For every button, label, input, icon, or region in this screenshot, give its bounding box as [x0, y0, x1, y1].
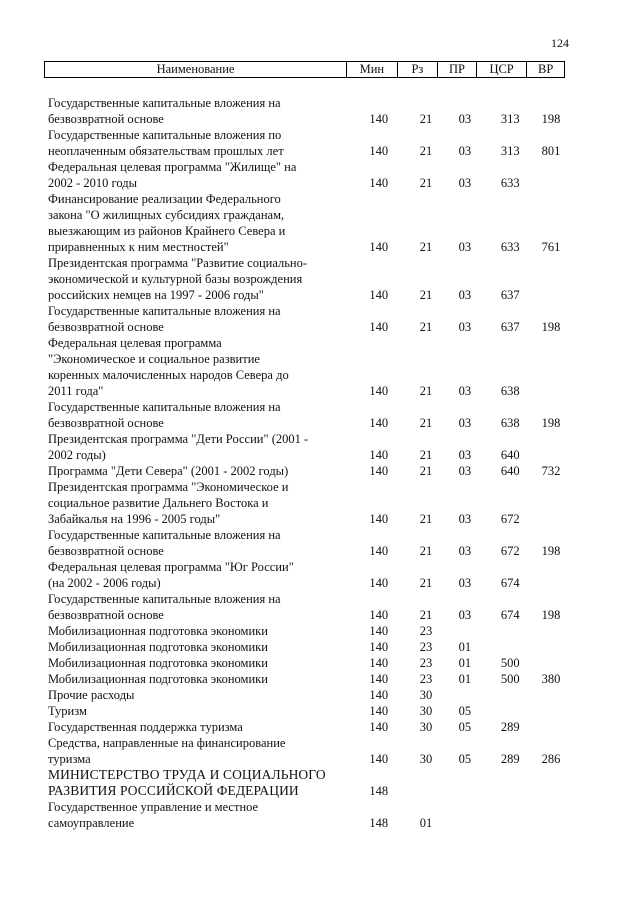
table-row: [48, 95, 568, 127]
row-rz: 21: [419, 512, 433, 526]
row-name: Федеральная целевая программа "Жилище" на 2002 - 2010 годы: [48, 160, 297, 190]
row-pr: 03: [458, 416, 472, 430]
row-min: 140: [369, 112, 389, 126]
row-name: Президентская программа "Дети России" (2001 - 2002 годы): [48, 432, 309, 462]
row-name: Государственная поддержка туризма: [48, 720, 243, 734]
row-min: 140: [369, 384, 389, 398]
table-row: [48, 639, 568, 655]
row-name: Туризм: [48, 704, 87, 718]
row-min: 140: [369, 752, 389, 766]
header-rz: Рз: [397, 62, 438, 77]
row-name: Государственные капитальные вложения по неоплаченным обязательствам прошлых лет: [48, 128, 284, 158]
row-vr: 198: [541, 112, 561, 126]
table-row: [48, 671, 568, 687]
row-csr: 640: [500, 464, 520, 478]
row-pr: 01: [458, 640, 472, 654]
row-min: 140: [369, 464, 389, 478]
row-csr: 638: [500, 416, 520, 430]
row-rz: 21: [419, 544, 433, 558]
row-pr: 03: [458, 464, 472, 478]
row-csr: 674: [500, 576, 520, 590]
row-pr: 03: [458, 320, 472, 334]
row-vr: 198: [541, 320, 561, 334]
row-min: 148: [369, 784, 389, 798]
row-csr: 672: [500, 544, 520, 558]
row-rz: 30: [419, 704, 433, 718]
table-row: [48, 127, 568, 159]
table-row: [48, 591, 568, 623]
row-name: Программа "Дети Севера" (2001 - 2002 годы): [48, 464, 289, 478]
row-pr: 05: [458, 704, 472, 718]
row-rz: 21: [419, 112, 433, 126]
row-min: 140: [369, 624, 389, 638]
row-min: 140: [369, 144, 389, 158]
table-row: [48, 527, 568, 559]
row-csr: 633: [500, 176, 520, 190]
table-body: [48, 95, 568, 831]
table-row: [48, 799, 568, 831]
row-vr: 198: [541, 544, 561, 558]
row-rz: 30: [419, 688, 433, 702]
table-row: [48, 479, 568, 527]
row-csr: 313: [500, 144, 520, 158]
row-rz: 30: [419, 752, 433, 766]
row-vr: 198: [541, 608, 561, 622]
row-min: 140: [369, 448, 389, 462]
row-csr: 289: [500, 752, 520, 766]
row-rz: 21: [419, 464, 433, 478]
table-row: [48, 303, 568, 335]
row-csr: 672: [500, 512, 520, 526]
row-name: Мобилизационная подготовка экономики: [48, 656, 268, 670]
row-name: Президентская программа "Экономическое и социальное развитие Дальнего Востока и Забайкалья на 1996 - 2005 годы": [48, 480, 289, 526]
row-rz: 23: [419, 640, 433, 654]
row-min: 140: [369, 640, 389, 654]
row-pr: 03: [458, 544, 472, 558]
row-min: 140: [369, 240, 389, 254]
row-rz: 21: [419, 576, 433, 590]
row-name: Финансирование реализации Федерального закона "О жилищных субсидиях гражданам, выезжающим из районов Крайнего Севера и приравненных к ним местностей": [48, 192, 286, 254]
row-vr: 761: [541, 240, 561, 254]
row-csr: 674: [500, 608, 520, 622]
row-pr: 03: [458, 512, 472, 526]
row-vr: 801: [541, 144, 561, 158]
row-min: 140: [369, 176, 389, 190]
row-rz: 21: [419, 288, 433, 302]
row-pr: 03: [458, 144, 472, 158]
row-vr: 198: [541, 416, 561, 430]
table-row: [48, 703, 568, 719]
row-min: 148: [369, 816, 389, 830]
row-min: 140: [369, 672, 389, 686]
row-rz: 21: [419, 320, 433, 334]
table-row: [48, 463, 568, 479]
row-pr: 05: [458, 720, 472, 734]
table-row: [48, 191, 568, 255]
row-min: 140: [369, 608, 389, 622]
row-csr: 500: [500, 656, 520, 670]
row-pr: 01: [458, 656, 472, 670]
header-vr: ВР: [526, 62, 564, 77]
row-pr: 03: [458, 384, 472, 398]
row-name: Государственное управление и местное самоуправление: [48, 800, 259, 830]
row-name: Мобилизационная подготовка экономики: [48, 640, 268, 654]
row-pr: 03: [458, 112, 472, 126]
table-row: [48, 719, 568, 735]
row-min: 140: [369, 416, 389, 430]
row-pr: 03: [458, 448, 472, 462]
row-name: Федеральная целевая программа "Юг России" (на 2002 - 2006 годы): [48, 560, 294, 590]
row-name: Мобилизационная подготовка экономики: [48, 624, 268, 638]
table-row: [48, 159, 568, 191]
row-pr: 03: [458, 288, 472, 302]
row-name: Государственные капитальные вложения на безвозвратной основе: [48, 592, 281, 622]
row-csr: 640: [500, 448, 520, 462]
row-csr: 633: [500, 240, 520, 254]
row-name: Государственные капитальные вложения на безвозвратной основе: [48, 304, 281, 334]
header-pr: ПР: [437, 62, 476, 77]
row-min: 140: [369, 720, 389, 734]
row-min: 140: [369, 704, 389, 718]
row-rz: 21: [419, 384, 433, 398]
row-min: 140: [369, 320, 389, 334]
row-rz: 21: [419, 240, 433, 254]
row-vr: 732: [541, 464, 561, 478]
table-row: [48, 335, 568, 399]
row-rz: 01: [419, 816, 433, 830]
row-name: Федеральная целевая программа "Экономическое и социальное развитие коренных малочисленных народов Севера до 2011 года": [48, 336, 289, 398]
row-name: Президентская программа "Развитие социально- экономической и культурной базы возрождения российских немцев на 1997 - 2006 годы": [48, 256, 308, 302]
table-row: [48, 735, 568, 767]
row-min: 140: [369, 656, 389, 670]
row-rz: 21: [419, 608, 433, 622]
row-csr: 638: [500, 384, 520, 398]
row-rz: 30: [419, 720, 433, 734]
row-pr: 03: [458, 608, 472, 622]
row-csr: 313: [500, 112, 520, 126]
table-row: [48, 431, 568, 463]
row-csr: 637: [500, 288, 520, 302]
row-pr: 03: [458, 240, 472, 254]
row-rz: 21: [419, 416, 433, 430]
table-row: [48, 399, 568, 431]
table-row: [48, 559, 568, 591]
row-min: 140: [369, 288, 389, 302]
row-name: Государственные капитальные вложения на безвозвратной основе: [48, 96, 281, 126]
row-min: 140: [369, 576, 389, 590]
row-vr: 286: [541, 752, 561, 766]
table-row: [48, 687, 568, 703]
table-row: [48, 767, 568, 799]
header-name: Наименование: [156, 62, 235, 76]
row-pr: 05: [458, 752, 472, 766]
row-pr: 03: [458, 176, 472, 190]
row-csr: 637: [500, 320, 520, 334]
row-csr: 500: [500, 672, 520, 686]
row-name: Прочие расходы: [48, 688, 135, 702]
row-min: 140: [369, 688, 389, 702]
table-row: [48, 623, 568, 639]
row-name: Государственные капитальные вложения на безвозвратной основе: [48, 400, 281, 430]
page-number: 124: [551, 36, 569, 50]
header-min: Мин: [346, 62, 397, 77]
row-rz: 23: [419, 624, 433, 638]
row-vr: 380: [541, 672, 561, 686]
table-row: [48, 255, 568, 303]
row-rz: 23: [419, 672, 433, 686]
row-min: 140: [369, 512, 389, 526]
header-csr: ЦСР: [476, 62, 527, 77]
row-rz: 21: [419, 144, 433, 158]
row-min: 140: [369, 544, 389, 558]
row-rz: 23: [419, 656, 433, 670]
row-csr: 289: [500, 720, 520, 734]
row-name: МИНИСТЕРСТВО ТРУДА И СОЦИАЛЬНОГО РАЗВИТИЯ РОССИЙСКОЙ ФЕДЕРАЦИИ: [48, 767, 326, 798]
table-row: [48, 655, 568, 671]
row-rz: 21: [419, 176, 433, 190]
row-name: Государственные капитальные вложения на безвозвратной основе: [48, 528, 281, 558]
row-pr: 03: [458, 576, 472, 590]
row-rz: 21: [419, 448, 433, 462]
row-pr: 01: [458, 672, 472, 686]
row-name: Мобилизационная подготовка экономики: [48, 672, 268, 686]
table-header: [44, 61, 565, 78]
row-name: Средства, направленные на финансирование туризма: [48, 736, 286, 766]
